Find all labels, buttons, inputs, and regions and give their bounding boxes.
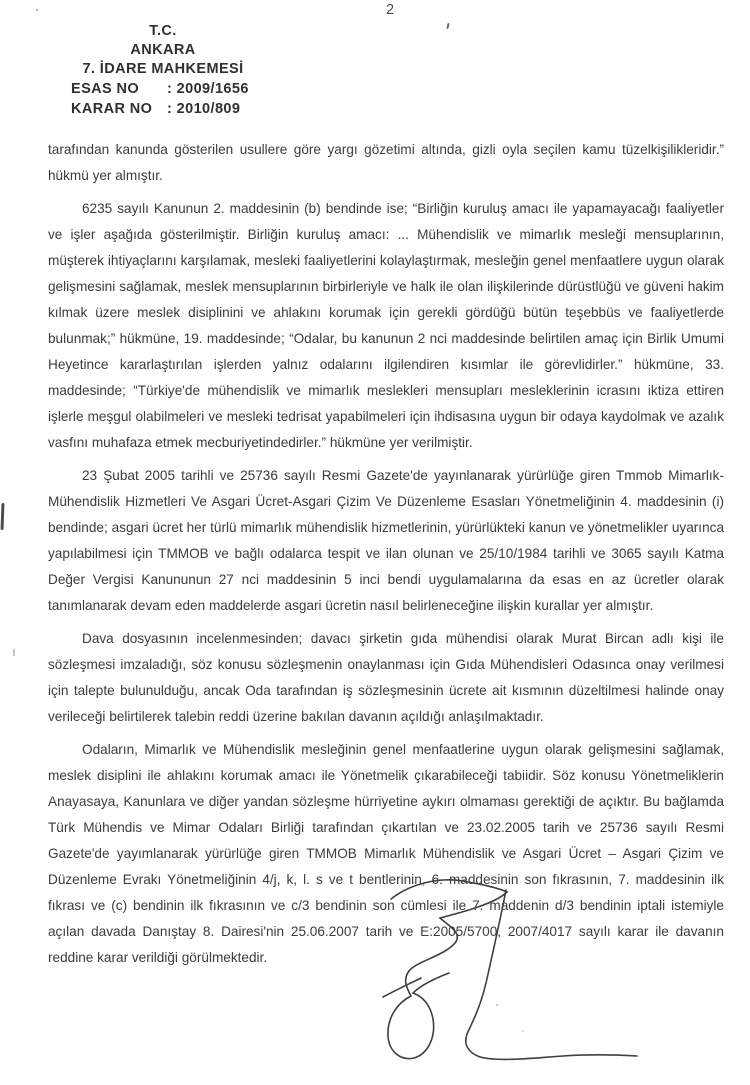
case-number-row (71, 79, 261, 99)
decision-body-text (48, 137, 724, 978)
body-paragraph: 23 Şubat 2005 tarihli ve 25736 sayılı Resmi Gazete'de yayınlanarak yürürlüğe giren Tmmob Mimarlık-Mühendislik Hizmetleri Ve Asgari Ücret-Asgari Çizim Ve Düzenleme Esasları Yönetmeliğinin 4. maddesinin (i) bendinde; asgari ücret her türlü mimarlık mühendislik hizmetlerinin, yürürlükteki kanun ve yönetmelikler uyarınca yapılabilmesi için TMMOB ve bağlı odalarca tespit ve ilan olunan ve 25/10/1984 tarihli ve 3065 sayılı Katma Değer Vergisi Kanununun 27 nci maddesinin 5 inci bendi uygulamalarına da esas en az ücretler olarak tanımlanarak devam eden maddelerde asgari ücretin nasıl belirleneceğine ilişkin kurallar yer almıştır. (48, 468, 724, 613)
body-paragraph: Dava dosyasının incelenmesinden; davacı şirketin gıda mühendisi olarak Murat Bircan adlı kişi ile sözleşmesi imzaladığı, söz konusu sözleşmenin onaylanması için Gıda Mühendisleri Odasınca onay verilmesi için talepte bulunulduğu, ancak Oda tarafından iş sözleşmesinin ücrete ait kısmının düzeltilmesi halinde onay verileceği belirtilerek talebin reddi üzerine bakılan davanın açıldığı anlaşılmaktadır. (48, 631, 724, 724)
body-paragraph: tarafından kanunda gösterilen usullere göre yargı gözetimi altında, gizli oyla seçilen kamu tüzelkişilikleridir.” hükmü yer almıştır. (48, 142, 724, 183)
decision-number-label: KARAR NO (71, 101, 153, 117)
header-country: T.C. (149, 23, 177, 39)
body-paragraph: Odaların, Mimarlık ve Mühendislik mesleğinin genel menfaatlerine uygun olarak gelişmesini sağlamak, meslek disiplini ile ahlakını korumak amacı ile Yönetmelik çıkarabileceği tabiidir. Söz konusu Yönetmeliklerin Anayasaya, Kanunlara ve diğer yandan sözleşme hürriyetine aykırı olmaması gerektiği de açıktır. Bu bağlamda Türk Mühendis ve Mimar Odaları Birliği tarafından çıkartılan ve 23.02.2005 tarih ve 25736 sayılı Resmi Gazete'de yayımlanarak yürürlüğe giren TMMOB Mimarlık Mühendislik ve Asgari Ücret – Asgari Çizim ve Düzenleme Evrakı Yönetmeliğinin 4/j, k, l. s ve t bentlerinin, 6. maddesinin son fıkrasının, 7. maddesinin ilk fıkrası ve (c) bendinin ilk fıkrasının ve c/3 bendinin son cümlesi ile 7. maddenin d/3 bendinin iptali istemiyle açılan davada Danıştay 8. Dairesi'nin 25.06.2007 tarih ve E:2005/5700, 2007/4017 sayılı karar ile davanın reddine karar verildiği görülmektedir. (48, 742, 724, 965)
scan-artifact-dot (36, 9, 38, 11)
scan-artifact-margin-stroke (1, 503, 5, 530)
case-number-value: : 2009/1656 (167, 81, 249, 97)
body-paragraph: 6235 sayılı Kanunun 2. maddesinin (b) bendinde ise; “Birliğin kuruluş amacı ile yapamayacağı faaliyetler ve işler aşağıda gösterilmiştir. Birliğin kuruluş amacı: ... Mühendislik ve mimarlık mesleği mensuplarının, müşterek ihtiyaçlarını karşılamak, mesleki faaliyetlerini kolaylaştırmak, mesleğin genel menfaatlere uygun olarak gelişmesini sağlamak, meslek mensuplarının birbirleriyle ve halk ile olan ilişkilerinde dürüstlüğü ve güveni hakim kılmak üzere meslek disiplinini ve ahlakını korumak için gerekli gördüğü bütün teşebbüs ve faaliyetlerde bulunmak;” hükmüne, 19. maddesinde; “Odalar, bu kanunun 2 nci maddesinde belirtilen amaç için Birlik Umumi Heyetince kararlaştırılan işlerden yalnız odalarını ilgilendiren kısımlar ile görevlidirler.” hükmüne, 33. maddesinde; “Türkiye'de mühendislik ve mimarlık meslekleri mensupları mesleklerinin icrasını iktiza ettiren işlerle meşgul olabilmeleri ve mesleki tedrisat yapabilmeleri için ihdisasına uygun bir odaya kaydolmak ve azalık vasfını muhafaza etmek mecburiyetindedirler.” hükmüne yer verilmiştir. (48, 201, 724, 450)
header-city: ANKARA (130, 42, 196, 58)
scan-artifact-comma (446, 23, 449, 29)
court-header-block (71, 22, 261, 119)
decision-number-value: : 2010/809 (167, 101, 241, 117)
page-number: 2 (386, 2, 395, 18)
header-court-name: 7. İDARE MAHKEMESİ (82, 61, 244, 77)
scan-artifact-margin-tick (13, 649, 15, 656)
decision-number-row (71, 99, 261, 119)
case-number-label: ESAS NO (71, 81, 140, 97)
